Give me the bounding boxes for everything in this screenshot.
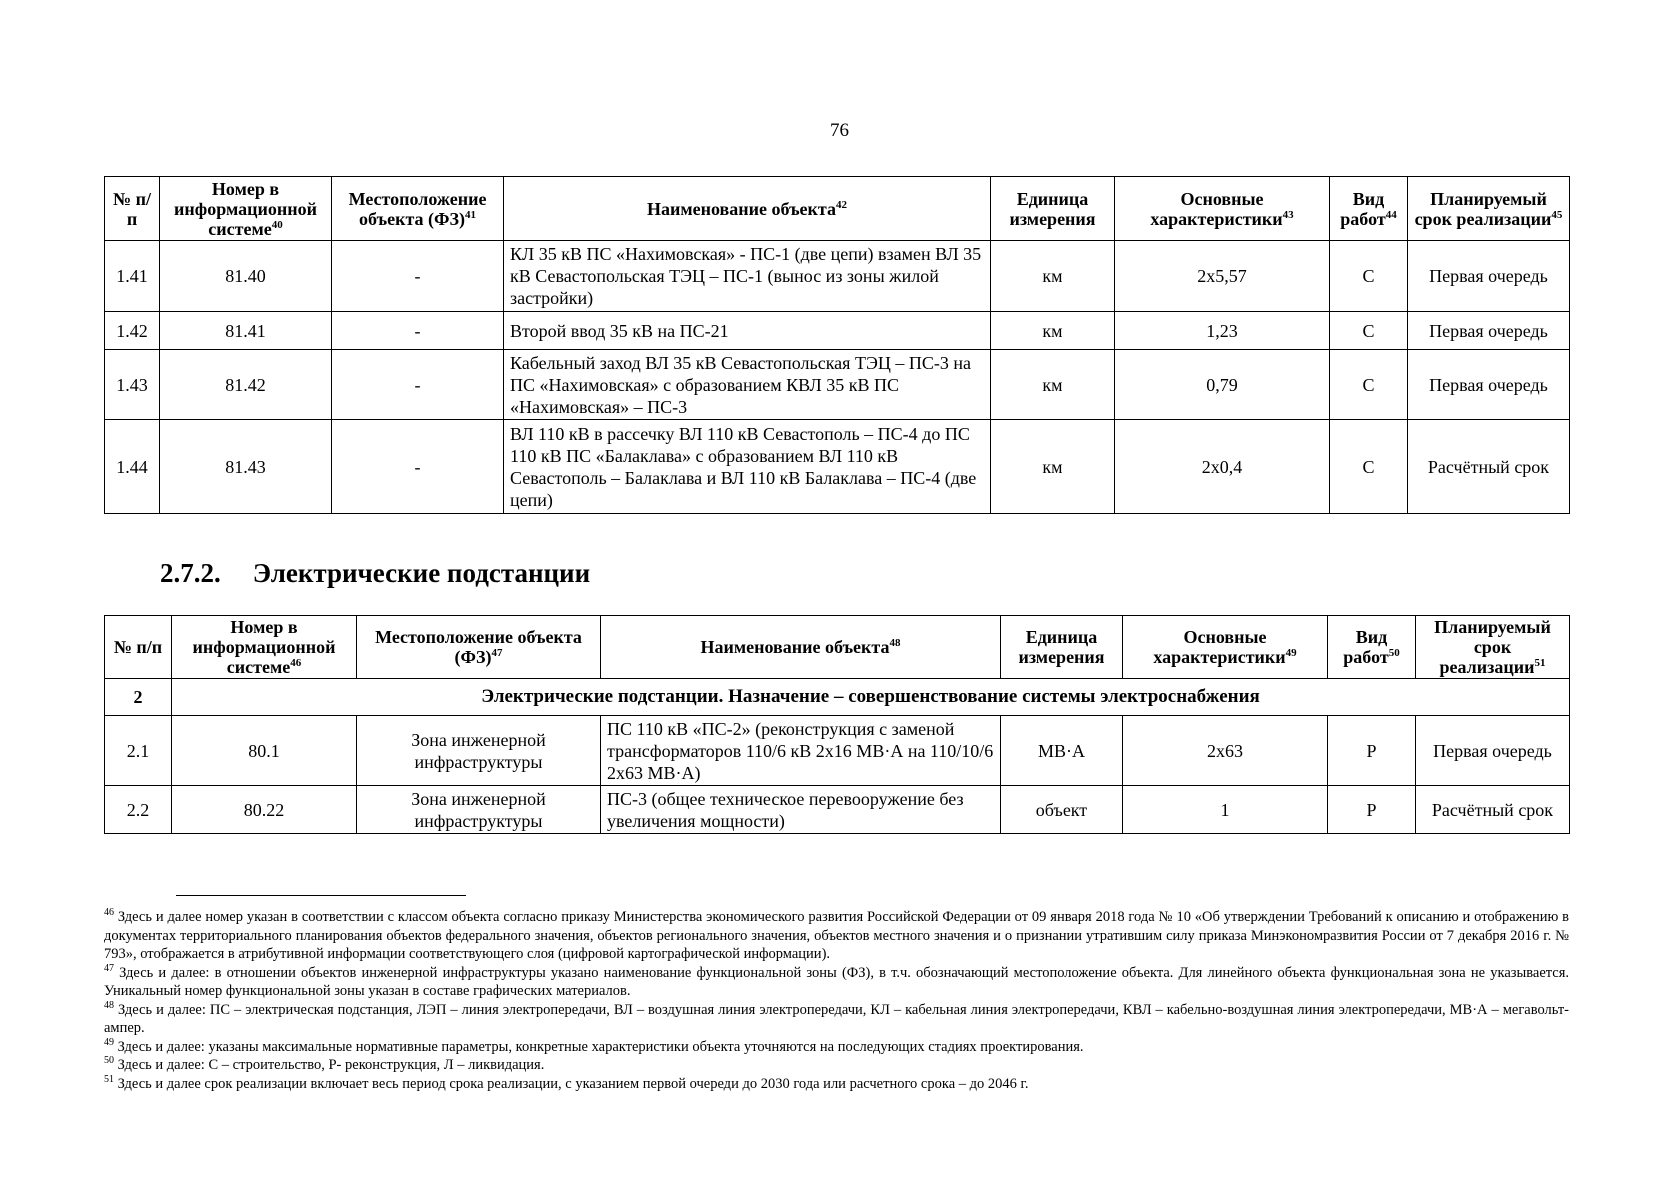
footnotes	[104, 908, 1569, 1093]
header-planned-term: Планируемый срок реализации$^{51}$	[1416, 616, 1570, 679]
cell-planned-term: Расчётный срок	[1416, 786, 1570, 834]
group-label: Электрические подстанции. Назначение – совершенствование системы электроснабжения	[172, 679, 1570, 716]
cell-number: 1.44	[105, 420, 160, 514]
section-heading	[160, 558, 590, 589]
table-row	[105, 420, 1570, 514]
cell-number: 1.42	[105, 312, 160, 350]
cell-characteristics: 1	[1123, 786, 1328, 834]
table-row	[105, 312, 1570, 350]
header-info-system-code: Номер в информационной системе$^{40}$	[160, 177, 332, 241]
footnote: $^{48}$ Здесь и далее: ПС – электрическая подстанция, ЛЭП – линия электропередачи, ВЛ – воздушная линия электропередачи, КЛ – кабельная линия электропередачи, КВЛ – кабельно-воздушная линия электропередачи, МВ·А – мегавольт-ампер.	[104, 999, 1569, 1036]
cell-work-type: Р	[1328, 786, 1416, 834]
cell-location: -	[332, 420, 504, 514]
cell-work-type: С	[1330, 241, 1408, 312]
cell-number: 1.41	[105, 241, 160, 312]
header-info-system-code: Номер в информационной системе$^{46}$	[172, 616, 357, 679]
cell-object-name: ПС-3 (общее техническое перевооружение без увеличения мощности)	[601, 786, 1001, 834]
header-object-name: Наименование объекта$^{42}$	[504, 177, 991, 241]
cell-code: 80.1	[172, 716, 357, 786]
footnote: $^{49}$ Здесь и далее: указаны максимальные нормативные параметры, конкретные характеристики объекта уточняются на последующих стадиях проектирования.	[104, 1036, 1084, 1055]
cell-unit: км	[991, 420, 1115, 514]
header-unit: Единица измерения	[1001, 616, 1123, 679]
table-row	[105, 716, 1570, 786]
cell-work-type: С	[1330, 420, 1408, 514]
header-planned-term: Планируемый срок реализации$^{45}$	[1408, 177, 1570, 241]
group-number: 2	[105, 679, 172, 716]
cell-work-type: Р	[1328, 716, 1416, 786]
table-header-row	[105, 616, 1570, 679]
page-number: 76	[830, 120, 849, 141]
cell-characteristics: 2х63	[1123, 716, 1328, 786]
cell-unit: км	[991, 312, 1115, 350]
cell-location: -	[332, 241, 504, 312]
cell-characteristics: 0,79	[1115, 350, 1330, 420]
header-object-name: Наименование объекта$^{48}$	[601, 616, 1001, 679]
header-number: № п/п	[105, 177, 160, 241]
header-location: Местоположение объекта (ФЗ)$^{41}$	[332, 177, 504, 241]
linear-objects-table	[104, 176, 1570, 514]
cell-number: 2.1	[105, 716, 172, 786]
cell-number: 2.2	[105, 786, 172, 834]
cell-characteristics: 2х5,57	[1115, 241, 1330, 312]
cell-location: -	[332, 350, 504, 420]
header-location: Местоположение объекта (ФЗ)$^{47}$	[357, 616, 601, 679]
cell-work-type: С	[1330, 312, 1408, 350]
header-number: № п/п	[105, 616, 172, 679]
cell-planned-term: Первая очередь	[1408, 350, 1570, 420]
section-number: 2.7.2.	[160, 558, 221, 588]
header-work-type: Вид работ$^{44}$	[1330, 177, 1408, 241]
cell-unit: объект	[1001, 786, 1123, 834]
cell-code: 81.42	[160, 350, 332, 420]
cell-object-name: ВЛ 110 кВ в рассечку ВЛ 110 кВ Севастополь – ПС-4 до ПС 110 кВ ПС «Балаклава» с образованием ВЛ 110 кВ Севастополь – Балаклава и ВЛ 110 кВ Балаклава – ПС-4 (две цепи)	[504, 420, 991, 514]
header-work-type: Вид работ$^{50}$	[1328, 616, 1416, 679]
footnote: $^{50}$ Здесь и далее: С – строительство, Р- реконструкция, Л – ликвидация.	[104, 1055, 545, 1073]
cell-number: 1.43	[105, 350, 160, 420]
cell-object-name: Кабельный заход ВЛ 35 кВ Севастопольская ТЭЦ – ПС-3 на ПС «Нахимовская» с образованием КВЛ 35 кВ ПС «Нахимовская» – ПС-3	[504, 350, 991, 420]
cell-unit: км	[991, 350, 1115, 420]
cell-work-type: С	[1330, 350, 1408, 420]
cell-characteristics: 2х0,4	[1115, 420, 1330, 514]
table-row	[105, 241, 1570, 312]
cell-code: 81.40	[160, 241, 332, 312]
footnote: $^{51}$ Здесь и далее срок реализации включает весь период срока реализации, с указанием первой очереди до 2030 года или расчетного срока – до 2046 г.	[104, 1073, 1029, 1092]
cell-object-name: КЛ 35 кВ ПС «Нахимовская» - ПС-1 (две цепи) взамен ВЛ 35 кВ Севастопольская ТЭЦ – ПС-1 (вынос из зоны жилой застройки)	[504, 241, 991, 312]
cell-code: 81.41	[160, 312, 332, 350]
header-characteristics: Основные характеристики$^{43}$	[1115, 177, 1330, 241]
cell-location: Зона инженерной инфраструктуры	[357, 786, 601, 834]
group-row	[105, 679, 1570, 716]
cell-object-name: ПС 110 кВ «ПС-2» (реконструкция с заменой трансформаторов 110/6 кВ 2х16 МВ·А на 110/10/6 2х63 МВ·А)	[601, 716, 1001, 786]
cell-characteristics: 1,23	[1115, 312, 1330, 350]
cell-unit: МВ·А	[1001, 716, 1123, 786]
cell-code: 81.43	[160, 420, 332, 514]
table-row	[105, 350, 1570, 420]
cell-planned-term: Первая очередь	[1408, 241, 1570, 312]
footnote-divider	[176, 895, 466, 896]
footnote: $^{47}$ Здесь и далее: в отношении объектов инженерной инфраструктуры указано наименование функциональной зоны (ФЗ), в т.ч. обозначающий местоположение объекта. Для линейного объекта функциональная зона не указывается. Уникальный номер функциональной зоны указан в составе графических материалов.	[104, 962, 1569, 999]
cell-planned-term: Первая очередь	[1416, 716, 1570, 786]
cell-unit: км	[991, 241, 1115, 312]
section-title: Электрические подстанции	[252, 558, 591, 588]
table-header-row	[105, 177, 1570, 241]
header-unit: Единица измерения	[991, 177, 1115, 241]
cell-object-name: Второй ввод 35 кВ на ПС-21	[504, 312, 991, 350]
cell-planned-term: Расчётный срок	[1408, 420, 1570, 514]
table-row	[105, 786, 1570, 834]
cell-location: Зона инженерной инфраструктуры	[357, 716, 601, 786]
cell-planned-term: Первая очередь	[1408, 312, 1570, 350]
header-characteristics: Основные характеристики$^{49}$	[1123, 616, 1328, 679]
footnote: $^{46}$ Здесь и далее номер указан в соответствии с классом объекта согласно приказу Министерства экономического развития Российской Федерации от 09 января 2018 года № 10 «Об утверждении Требований к описанию и отображению в документах территориального планирования объектов федерального значения, объектов регионального значения, объектов местного значения и о признании утратившим силу приказа Минэкономразвития России от 7 декабря 2016 г. № 793», отображается в атрибутивной информации соответствующего слоя (цифровой картографической информации).	[104, 907, 1569, 962]
cell-location: -	[332, 312, 504, 350]
cell-code: 80.22	[172, 786, 357, 834]
substations-table	[104, 615, 1570, 834]
